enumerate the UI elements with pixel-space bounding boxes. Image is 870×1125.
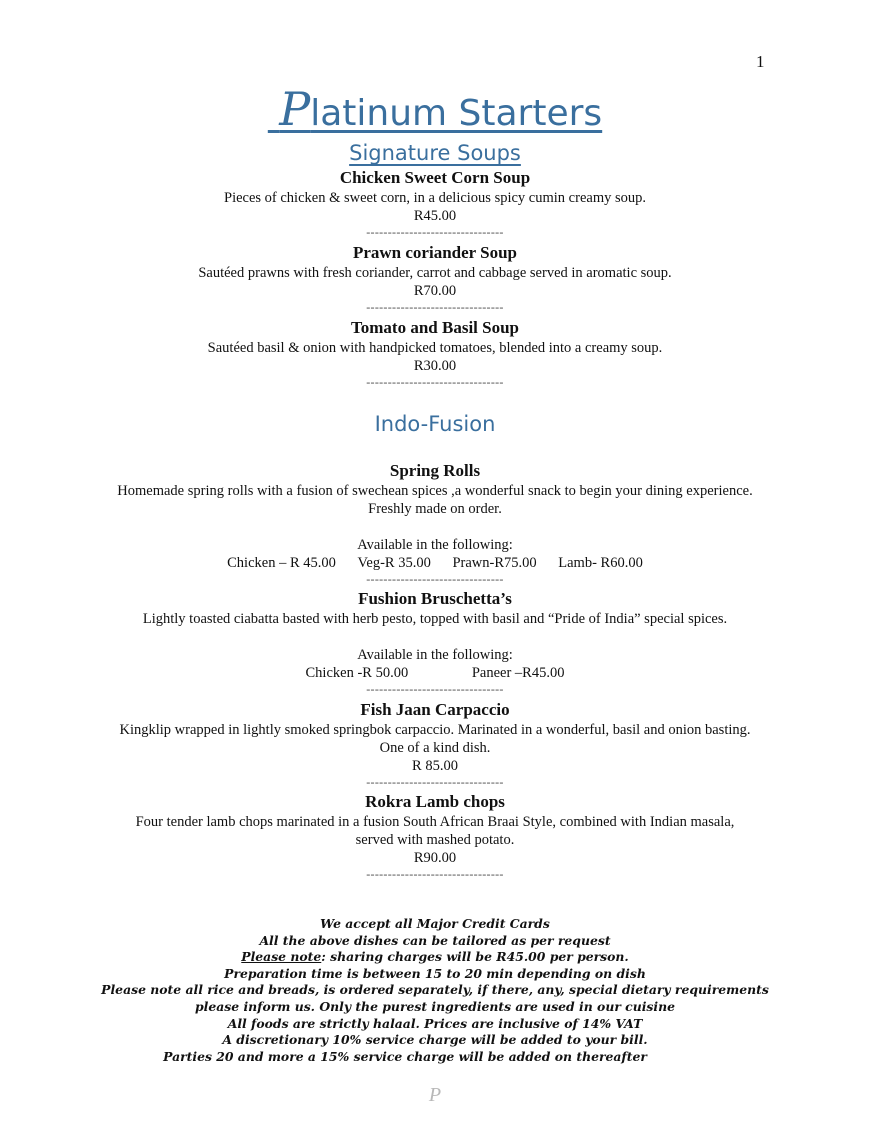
dish-description: Homemade spring rolls with a fusion of swechean spices ,a wonderful snack to begin your dining experience.: [117, 483, 753, 499]
option-paneer: Paneer –R45.00: [471, 665, 565, 681]
dish-description: Four tender lamb chops marinated in a fusion South African Braai Style, combined with Indian masala,: [135, 814, 735, 830]
option-chicken: Chicken -R 50.00: [305, 665, 409, 681]
sharing-charge-text: : sharing charges will be R45.00 per person.: [321, 949, 629, 965]
footer-line-service-charge: A discretionary 10% service charge will be added to your bill.: [222, 1032, 648, 1048]
dish-name: Tomato and Basil Soup: [350, 318, 520, 337]
divider: --------------------------------: [366, 775, 504, 789]
menu-item-fish-jaan-carpaccio: [0, 699, 870, 789]
please-note-label: Please note: [241, 949, 322, 965]
watermark-logo: P: [428, 1084, 442, 1106]
dish-price: R30.00: [413, 358, 457, 374]
dish-price: R90.00: [413, 850, 457, 866]
title-drop-letter: P: [279, 82, 311, 136]
menu-item-tomato-basil-soup: [0, 317, 870, 389]
dish-description: Lightly toasted ciabatta basted with herb pesto, topped with basil and “Pride of India” special spices.: [142, 611, 728, 627]
dish-name: Chicken Sweet Corn Soup: [339, 168, 531, 187]
footer-line-cards: We accept all Major Credit Cards: [320, 916, 550, 931]
dish-description-note: Freshly made on order.: [368, 501, 502, 517]
divider: --------------------------------: [366, 572, 504, 586]
footer-line-preparation: Preparation time is between 15 to 20 min depending on dish: [224, 965, 646, 981]
dish-description-note: One of a kind dish.: [379, 740, 491, 756]
footer-line-sharing: [0, 949, 870, 966]
footer-line-ingredients: please inform us. Only the purest ingredients are used in our cuisine: [194, 998, 676, 1014]
section-title-indo-fusion: Indo-Fusion: [374, 412, 496, 436]
dish-price: R 85.00: [412, 758, 458, 774]
footer-notes: [0, 916, 870, 1065]
dish-description-note: served with mashed potato.: [355, 832, 515, 848]
divider: --------------------------------: [366, 867, 504, 881]
footer-line-rice-breads: Please note all rice and breads, is ordered separately, if there, any, special dietary requirements: [101, 982, 769, 998]
dish-name: Prawn coriander Soup: [352, 243, 518, 262]
menu-item-prawn-coriander-soup: [0, 242, 870, 314]
availability-label: Available in the following:: [357, 537, 513, 553]
option-chicken: Chicken – R 45.00: [227, 555, 336, 571]
dish-description: Sautéed basil & onion with handpicked tomatoes, blended into a creamy soup.: [207, 340, 663, 356]
divider: --------------------------------: [366, 682, 504, 696]
page-title: [0, 82, 870, 136]
dish-name: Spring Rolls: [389, 461, 481, 480]
dish-price: R45.00: [413, 208, 457, 224]
menu-item-rokra-lamb-chops: [0, 791, 870, 881]
dish-description: Sautéed prawns with fresh coriander, carrot and cabbage served in aromatic soup.: [198, 265, 672, 281]
dish-name: Rokra Lamb chops: [365, 792, 505, 811]
option-lamb: Lamb- R60.00: [558, 555, 643, 571]
divider: --------------------------------: [366, 375, 504, 389]
dish-price: R70.00: [413, 283, 457, 299]
option-veg: Veg-R 35.00: [357, 555, 431, 571]
menu-item-spring-rolls: [0, 460, 870, 586]
availability-options: [0, 554, 870, 572]
dish-description: Pieces of chicken & sweet corn, in a delicious spicy cumin creamy soup.: [224, 190, 646, 206]
dish-name: Fushion Bruschetta’s: [358, 589, 512, 608]
footer-line-tailored: All the above dishes can be tailored as per request: [259, 932, 611, 948]
page-number: 1: [756, 52, 765, 71]
menu-item-bruschetta: [0, 588, 870, 696]
divider: --------------------------------: [366, 300, 504, 314]
availability-label: Available in the following:: [357, 647, 513, 663]
option-prawn: Prawn-R75.00: [452, 555, 537, 571]
dish-name: Fish Jaan Carpaccio: [360, 700, 510, 719]
divider: --------------------------------: [366, 225, 504, 239]
footer-line-halaal: All foods are strictly halaal. Prices are inclusive of 14% VAT: [227, 1015, 643, 1031]
menu-item-chicken-sweet-corn-soup: [0, 167, 870, 239]
title-text: latinum Starters: [310, 93, 603, 134]
section-title-soups: Signature Soups: [349, 141, 521, 165]
footer-line-parties: Parties 20 and more a 15% service charge will be added on thereafter: [163, 1048, 647, 1064]
availability-options: [0, 664, 870, 682]
dish-description: Kingklip wrapped in lightly smoked springbok carpaccio. Marinated in a wonderful, basil and onion basting.: [119, 722, 751, 738]
